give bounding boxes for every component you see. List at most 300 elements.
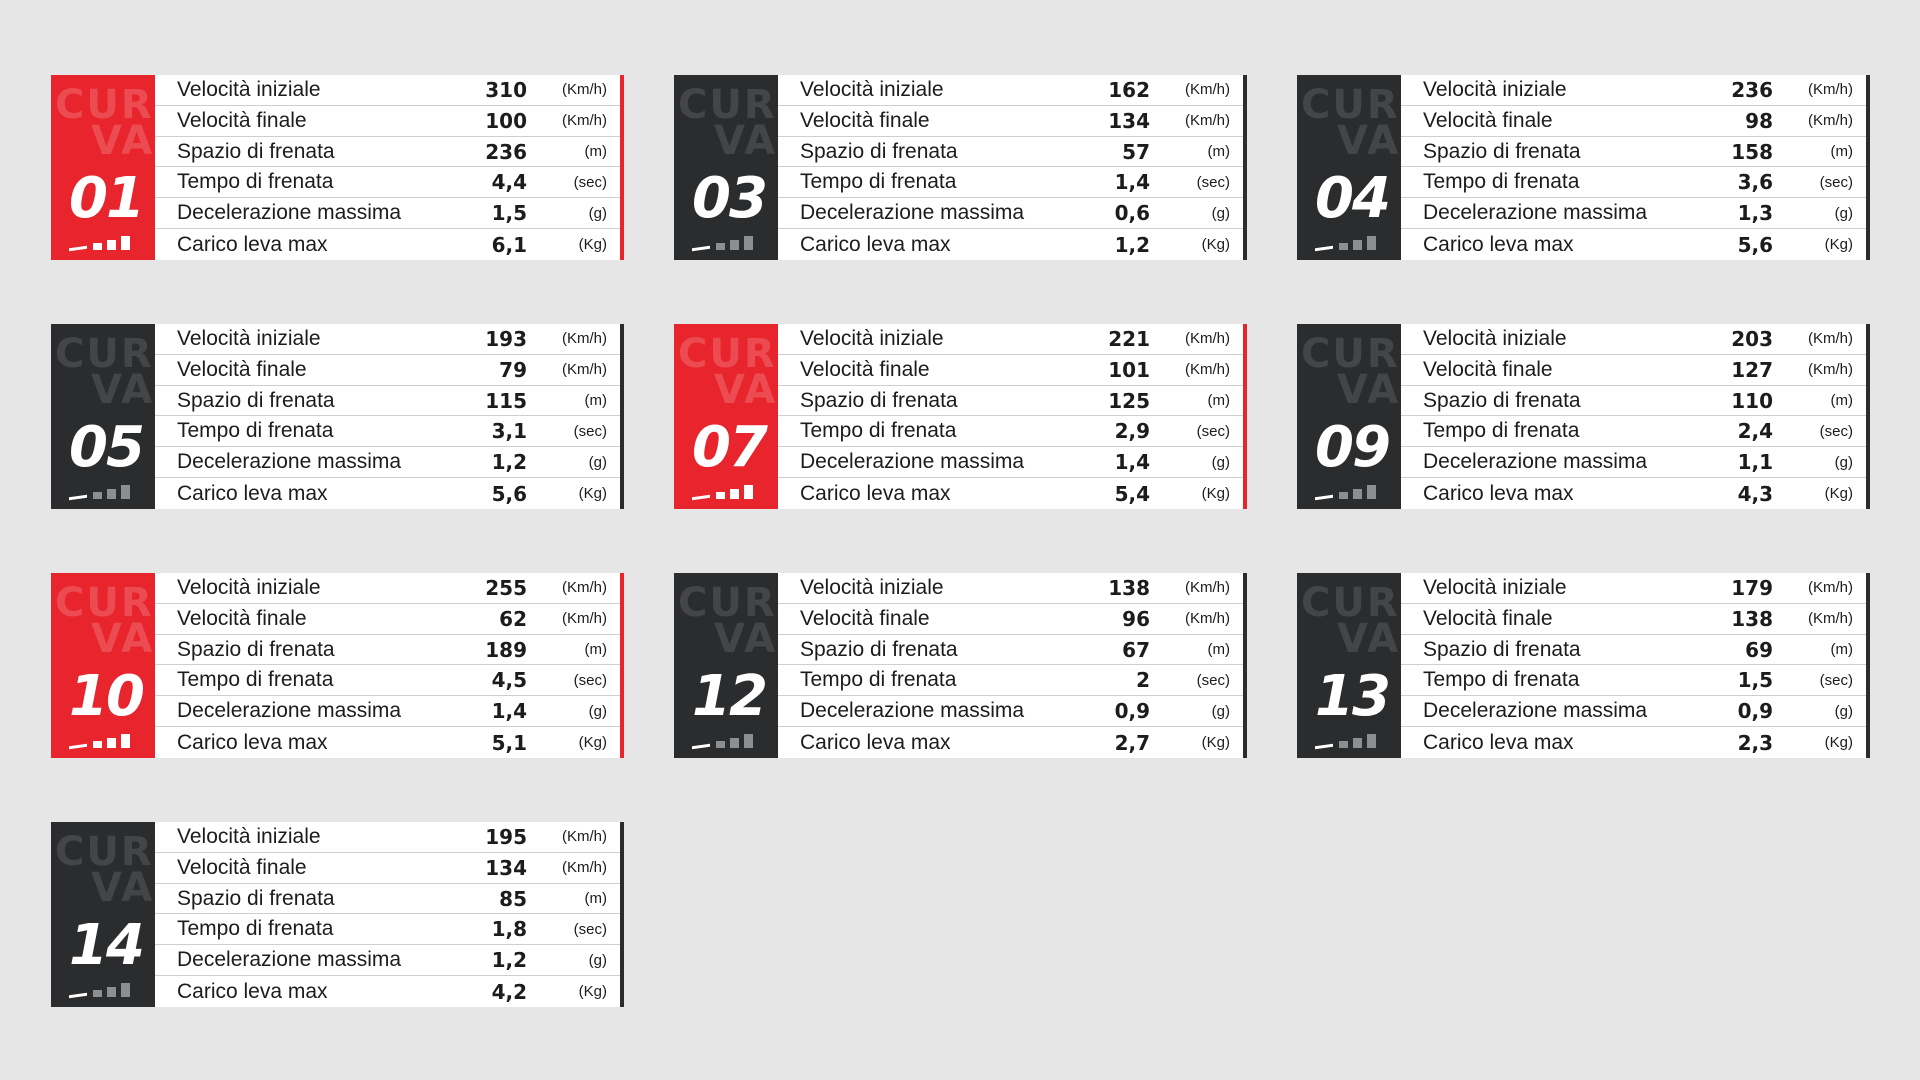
table-row (1401, 696, 1866, 727)
metric-label: Spazio di frenata (177, 139, 335, 163)
metric-value: 158 (1731, 139, 1773, 164)
curve-word-top: CUR (678, 82, 777, 128)
metric-unit: (Km/h) (1808, 579, 1853, 597)
metric-label: Spazio di frenata (177, 886, 335, 910)
metric-value: 125 (1108, 388, 1150, 413)
curve-badge (1297, 75, 1401, 260)
table-row (155, 573, 620, 604)
metric-value: 5,6 (491, 481, 527, 506)
metric-unit: (g) (1211, 453, 1230, 471)
metric-value: 85 (499, 886, 527, 911)
table-row (778, 727, 1243, 758)
metric-unit: (Km/h) (1185, 112, 1230, 130)
metric-value: 62 (499, 606, 527, 631)
curve-word-bottom: VA (1337, 367, 1401, 413)
metric-label: Decelerazione massima (177, 201, 402, 225)
metric-unit: (g) (1834, 453, 1853, 471)
metric-label: Velocità finale (177, 606, 307, 630)
curve-card-04 (1297, 75, 1870, 260)
metric-label: Velocità finale (800, 606, 930, 630)
table-row (1401, 604, 1866, 635)
metric-value: 1,5 (1737, 668, 1773, 693)
table-row (778, 167, 1243, 198)
metric-unit: (g) (588, 951, 607, 969)
metric-unit: (Kg) (1824, 734, 1853, 752)
metric-label: Tempo di frenata (1423, 668, 1580, 692)
metric-unit: (sec) (573, 173, 607, 191)
curve-badge (674, 75, 778, 260)
metric-value: 255 (485, 575, 527, 600)
metric-value: 98 (1745, 108, 1773, 133)
metric-unit: (Km/h) (562, 828, 607, 846)
metric-unit: (g) (588, 453, 607, 471)
curve-number: 07 (692, 415, 766, 480)
table-row (155, 696, 620, 727)
metric-label: Velocità iniziale (800, 575, 944, 599)
metric-value: 189 (485, 637, 527, 662)
metric-value: 2,7 (1114, 730, 1150, 755)
signal-bars-icon (69, 977, 139, 997)
table-row (155, 884, 620, 915)
metric-value: 2,3 (1737, 730, 1773, 755)
metric-value: 221 (1108, 326, 1150, 351)
metric-value: 115 (485, 388, 527, 413)
metric-label: Velocità finale (800, 357, 930, 381)
curve-data-table (778, 573, 1247, 758)
metric-value: 110 (1731, 388, 1773, 413)
metric-unit: (Km/h) (1808, 112, 1853, 130)
table-row (1401, 386, 1866, 417)
curve-number: 12 (692, 664, 766, 729)
metric-unit: (m) (584, 143, 607, 161)
curve-card-05 (51, 324, 624, 509)
metric-unit: (Kg) (578, 734, 607, 752)
signal-bars-icon (1315, 230, 1385, 250)
metric-unit: (Km/h) (1808, 330, 1853, 348)
table-row (778, 137, 1243, 168)
table-row (155, 822, 620, 853)
signal-bars-icon (69, 230, 139, 250)
curve-data-table (1401, 324, 1870, 509)
metric-value: 4,3 (1737, 481, 1773, 506)
metric-label: Spazio di frenata (800, 139, 958, 163)
metric-unit: (g) (1211, 702, 1230, 720)
metric-label: Velocità iniziale (1423, 77, 1567, 101)
table-row (155, 137, 620, 168)
curve-card-01 (51, 75, 624, 260)
metric-label: Velocità finale (177, 855, 307, 879)
metric-value: 195 (485, 824, 527, 849)
metric-label: Velocità finale (800, 108, 930, 132)
metric-value: 1,4 (1114, 170, 1150, 195)
metric-unit: (sec) (573, 671, 607, 689)
metric-value: 0,9 (1114, 699, 1150, 724)
metric-label: Carico leva max (177, 232, 328, 256)
metric-label: Decelerazione massima (800, 201, 1025, 225)
metric-label: Tempo di frenata (800, 668, 957, 692)
metric-value: 1,1 (1737, 450, 1773, 475)
metric-value: 127 (1731, 357, 1773, 382)
metric-label: Velocità iniziale (177, 77, 321, 101)
curve-word-top: CUR (55, 580, 154, 626)
curve-card-07 (674, 324, 1247, 509)
table-row (778, 478, 1243, 509)
table-row (155, 447, 620, 478)
table-row (778, 604, 1243, 635)
table-row (155, 198, 620, 229)
metric-label: Spazio di frenata (800, 388, 958, 412)
curve-number: 01 (69, 166, 143, 231)
metric-label: Spazio di frenata (1423, 637, 1581, 661)
table-row (1401, 573, 1866, 604)
metric-value: 100 (485, 108, 527, 133)
metric-label: Velocità iniziale (177, 824, 321, 848)
curve-card-09 (1297, 324, 1870, 509)
metric-label: Velocità finale (177, 108, 307, 132)
table-row (1401, 635, 1866, 666)
curve-word-bottom: VA (714, 118, 778, 164)
metric-unit: (m) (584, 392, 607, 410)
signal-bars-icon (1315, 728, 1385, 748)
metric-label: Carico leva max (177, 481, 328, 505)
metric-label: Velocità iniziale (1423, 575, 1567, 599)
curve-card-12 (674, 573, 1247, 758)
metric-label: Velocità finale (1423, 357, 1553, 381)
metric-value: 2,4 (1737, 419, 1773, 444)
table-row (1401, 447, 1866, 478)
table-row (155, 853, 620, 884)
metric-unit: (Kg) (1201, 236, 1230, 254)
curve-badge (1297, 324, 1401, 509)
table-row (1401, 167, 1866, 198)
metric-label: Carico leva max (1423, 232, 1574, 256)
metric-value: 57 (1122, 139, 1150, 164)
metric-unit: (g) (588, 204, 607, 222)
signal-bars-icon (69, 479, 139, 499)
metric-label: Tempo di frenata (1423, 419, 1580, 443)
table-row (778, 635, 1243, 666)
metric-label: Velocità finale (177, 357, 307, 381)
table-row (155, 635, 620, 666)
table-row (778, 229, 1243, 260)
curve-badge (51, 324, 155, 509)
signal-bars-icon (692, 230, 762, 250)
metric-value: 67 (1122, 637, 1150, 662)
curve-data-table (1401, 75, 1870, 260)
metric-unit: (sec) (573, 422, 607, 440)
table-row (1401, 324, 1866, 355)
metric-unit: (m) (1830, 392, 1853, 410)
curve-card-13 (1297, 573, 1870, 758)
metric-value: 1,4 (491, 699, 527, 724)
curve-word-top: CUR (1301, 331, 1400, 377)
metric-label: Spazio di frenata (177, 388, 335, 412)
metric-value: 1,5 (491, 201, 527, 226)
table-row (155, 324, 620, 355)
metric-unit: (Km/h) (1808, 361, 1853, 379)
table-row (1401, 665, 1866, 696)
table-row (155, 727, 620, 758)
metric-value: 1,2 (1114, 232, 1150, 257)
signal-bars-icon (69, 728, 139, 748)
table-row (1401, 355, 1866, 386)
table-row (1401, 75, 1866, 106)
metric-unit: (g) (1834, 702, 1853, 720)
table-row (155, 604, 620, 635)
metric-label: Tempo di frenata (177, 170, 334, 194)
metric-unit: (Kg) (1824, 485, 1853, 503)
table-row (155, 416, 620, 447)
table-row (778, 324, 1243, 355)
metric-value: 96 (1122, 606, 1150, 631)
curve-word-top: CUR (55, 829, 154, 875)
metric-value: 179 (1731, 575, 1773, 600)
table-row (1401, 416, 1866, 447)
metric-label: Decelerazione massima (1423, 201, 1648, 225)
curve-data-table (155, 573, 624, 758)
metric-unit: (Km/h) (1185, 361, 1230, 379)
metric-label: Carico leva max (800, 481, 951, 505)
metric-label: Carico leva max (800, 232, 951, 256)
metric-unit: (Km/h) (1808, 81, 1853, 99)
metric-label: Tempo di frenata (177, 668, 334, 692)
table-row (778, 355, 1243, 386)
metric-value: 2 (1136, 668, 1150, 693)
curve-badge (674, 324, 778, 509)
curve-card-10 (51, 573, 624, 758)
metric-unit: (Kg) (578, 983, 607, 1001)
curve-word-bottom: VA (91, 865, 155, 911)
metric-value: 4,5 (491, 668, 527, 693)
metric-unit: (sec) (1819, 422, 1853, 440)
curve-number: 14 (69, 913, 143, 978)
metric-value: 1,4 (1114, 450, 1150, 475)
table-row (1401, 229, 1866, 260)
metric-unit: (Km/h) (562, 112, 607, 130)
table-row (778, 665, 1243, 696)
metric-value: 138 (1731, 606, 1773, 631)
metric-label: Decelerazione massima (177, 948, 402, 972)
metric-label: Decelerazione massima (800, 450, 1025, 474)
metric-unit: (sec) (1196, 671, 1230, 689)
table-row (155, 976, 620, 1007)
curve-word-bottom: VA (714, 367, 778, 413)
curve-number: 13 (1315, 664, 1389, 729)
metric-label: Tempo di frenata (1423, 170, 1580, 194)
table-row (155, 914, 620, 945)
signal-bars-icon (692, 479, 762, 499)
table-row (155, 355, 620, 386)
metric-label: Velocità iniziale (800, 77, 944, 101)
metric-unit: (m) (1830, 143, 1853, 161)
curve-data-table (1401, 573, 1870, 758)
metric-label: Tempo di frenata (800, 419, 957, 443)
metric-label: Decelerazione massima (1423, 450, 1648, 474)
metric-value: 1,2 (491, 948, 527, 973)
signal-bars-icon (1315, 479, 1385, 499)
table-row (778, 416, 1243, 447)
metric-value: 101 (1108, 357, 1150, 382)
metric-label: Velocità finale (1423, 108, 1553, 132)
metric-unit: (Km/h) (1808, 610, 1853, 628)
metric-unit: (Km/h) (562, 610, 607, 628)
curve-word-bottom: VA (91, 367, 155, 413)
metric-unit: (Kg) (578, 485, 607, 503)
metric-label: Decelerazione massima (177, 699, 402, 723)
curve-number: 09 (1315, 415, 1389, 480)
curve-word-bottom: VA (1337, 118, 1401, 164)
metric-unit: (Km/h) (562, 859, 607, 877)
curve-word-top: CUR (55, 82, 154, 128)
metric-label: Tempo di frenata (177, 917, 334, 941)
metric-label: Carico leva max (177, 979, 328, 1003)
table-row (778, 75, 1243, 106)
curve-number: 04 (1315, 166, 1389, 231)
metric-value: 4,4 (491, 170, 527, 195)
metric-value: 6,1 (491, 232, 527, 257)
table-row (155, 167, 620, 198)
metric-value: 0,9 (1737, 699, 1773, 724)
metric-unit: (Km/h) (562, 81, 607, 99)
metric-label: Velocità iniziale (1423, 326, 1567, 350)
metric-unit: (Km/h) (1185, 579, 1230, 597)
metric-label: Carico leva max (1423, 730, 1574, 754)
metric-unit: (sec) (1196, 422, 1230, 440)
metric-label: Tempo di frenata (800, 170, 957, 194)
table-row (1401, 478, 1866, 509)
curve-number: 10 (69, 664, 143, 729)
metric-label: Decelerazione massima (177, 450, 402, 474)
curve-card-14 (51, 822, 624, 1007)
curve-word-top: CUR (1301, 580, 1400, 626)
metric-label: Carico leva max (1423, 481, 1574, 505)
metric-unit: (g) (1834, 204, 1853, 222)
curve-data-table (155, 324, 624, 509)
metric-value: 4,2 (491, 979, 527, 1004)
curve-word-bottom: VA (714, 616, 778, 662)
metric-unit: (m) (584, 641, 607, 659)
metric-value: 0,6 (1114, 201, 1150, 226)
metric-value: 5,6 (1737, 232, 1773, 257)
curve-badge (674, 573, 778, 758)
table-row (1401, 198, 1866, 229)
metric-value: 79 (499, 357, 527, 382)
metric-value: 69 (1745, 637, 1773, 662)
metric-label: Velocità iniziale (177, 326, 321, 350)
metric-unit: (m) (1207, 392, 1230, 410)
table-row (155, 75, 620, 106)
metric-unit: (g) (588, 702, 607, 720)
metric-label: Velocità finale (1423, 606, 1553, 630)
table-row (1401, 727, 1866, 758)
metric-value: 5,4 (1114, 481, 1150, 506)
metric-label: Decelerazione massima (1423, 699, 1648, 723)
curve-word-top: CUR (1301, 82, 1400, 128)
table-row (778, 198, 1243, 229)
table-row (155, 665, 620, 696)
metric-unit: (Kg) (1824, 236, 1853, 254)
curve-data-table (778, 324, 1247, 509)
metric-unit: (g) (1211, 204, 1230, 222)
table-row (778, 386, 1243, 417)
metric-unit: (Kg) (1201, 485, 1230, 503)
metric-value: 3,1 (491, 419, 527, 444)
metric-unit: (m) (1207, 641, 1230, 659)
metric-value: 5,1 (491, 730, 527, 755)
metric-unit: (m) (1207, 143, 1230, 161)
metric-value: 193 (485, 326, 527, 351)
metric-value: 162 (1108, 77, 1150, 102)
metric-value: 138 (1108, 575, 1150, 600)
table-row (155, 478, 620, 509)
metric-value: 1,8 (491, 917, 527, 942)
metric-label: Velocità iniziale (800, 326, 944, 350)
metric-value: 203 (1731, 326, 1773, 351)
curve-word-top: CUR (55, 331, 154, 377)
metric-label: Spazio di frenata (1423, 388, 1581, 412)
table-row (155, 229, 620, 260)
metric-unit: (sec) (1819, 173, 1853, 191)
metric-unit: (Km/h) (562, 579, 607, 597)
metric-value: 3,6 (1737, 170, 1773, 195)
metric-value: 1,2 (491, 450, 527, 475)
curve-number: 03 (692, 166, 766, 231)
metric-value: 310 (485, 77, 527, 102)
curve-number: 05 (69, 415, 143, 480)
metric-label: Carico leva max (800, 730, 951, 754)
metric-label: Spazio di frenata (1423, 139, 1581, 163)
curve-badge (51, 822, 155, 1007)
curve-word-bottom: VA (1337, 616, 1401, 662)
metric-unit: (sec) (1819, 671, 1853, 689)
table-row (778, 447, 1243, 478)
metric-unit: (Km/h) (562, 330, 607, 348)
metric-unit: (Km/h) (1185, 81, 1230, 99)
curve-data-table (778, 75, 1247, 260)
curve-word-top: CUR (678, 331, 777, 377)
metric-label: Velocità iniziale (177, 575, 321, 599)
table-row (1401, 137, 1866, 168)
metric-value: 2,9 (1114, 419, 1150, 444)
metric-unit: (Kg) (578, 236, 607, 254)
table-row (155, 386, 620, 417)
curve-badge (1297, 573, 1401, 758)
metric-unit: (sec) (1196, 173, 1230, 191)
metric-unit: (m) (1830, 641, 1853, 659)
table-row (155, 945, 620, 976)
metric-label: Spazio di frenata (177, 637, 335, 661)
metric-unit: (sec) (573, 920, 607, 938)
metric-unit: (Km/h) (562, 361, 607, 379)
metric-label: Carico leva max (177, 730, 328, 754)
curve-data-table (155, 822, 624, 1007)
metric-value: 134 (485, 855, 527, 880)
table-row (778, 573, 1243, 604)
table-row (778, 106, 1243, 137)
table-row (778, 696, 1243, 727)
metric-label: Decelerazione massima (800, 699, 1025, 723)
metric-value: 236 (485, 139, 527, 164)
signal-bars-icon (692, 728, 762, 748)
curve-card-03 (674, 75, 1247, 260)
curve-badge (51, 75, 155, 260)
metric-value: 1,3 (1737, 201, 1773, 226)
table-row (155, 106, 620, 137)
metric-value: 236 (1731, 77, 1773, 102)
metric-unit: (Km/h) (1185, 330, 1230, 348)
metric-label: Tempo di frenata (177, 419, 334, 443)
metric-label: Spazio di frenata (800, 637, 958, 661)
